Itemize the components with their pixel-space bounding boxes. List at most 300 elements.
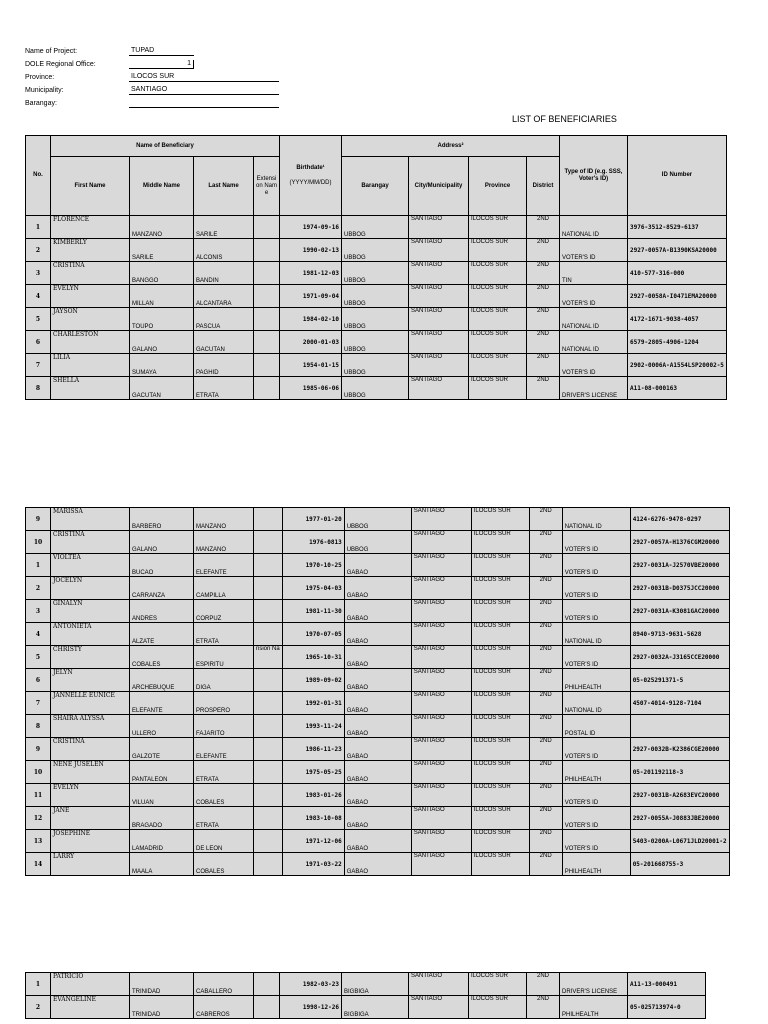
extension-name-cell	[254, 216, 280, 239]
birthdate-cell: 1970-10-25	[282, 554, 344, 577]
district-cell: 2ND	[527, 239, 560, 262]
id-number-cell: 2927-0032B-K2386CGE20000	[630, 738, 729, 761]
district-cell: 2ND	[527, 308, 560, 331]
id-type-cell: VOTER'S ID	[560, 239, 628, 262]
district-cell: 2ND	[527, 331, 560, 354]
row-number: 3	[26, 600, 51, 623]
header-district: District	[527, 157, 560, 216]
id-number-cell: 2927-0031B-D0375JCC20000	[630, 577, 729, 600]
extension-name-cell	[254, 692, 283, 715]
birthdate-cell: 1971-12-06	[282, 830, 344, 853]
header-middle-name: Middle Name	[130, 157, 194, 216]
id-number-cell: 3976-3512-8529-6137	[628, 216, 727, 239]
barangay-cell: GABAO	[344, 692, 411, 715]
first-name-cell: CHARLESTON	[51, 331, 130, 354]
barangay-cell: GABAO	[344, 784, 411, 807]
province-cell: ILOCOS SUR	[469, 973, 527, 996]
first-name-cell: SHAIRA ALYSSA	[51, 715, 130, 738]
barangay-cell: GABAO	[344, 761, 411, 784]
header-birthdate-format: (YYYY/MM/DD)	[289, 179, 332, 186]
barangay-cell: UBBOG	[342, 377, 409, 400]
district-cell: 2ND	[527, 973, 560, 996]
id-number-cell: A11-08-000163	[628, 377, 727, 400]
id-type-cell: VOTER'S ID	[562, 554, 630, 577]
id-number-cell: 5403-0200A-L0671JLD20001-2	[630, 830, 729, 853]
row-number: 5	[26, 646, 51, 669]
id-number-cell: 05-201192118-3	[630, 761, 729, 784]
middle-name-cell: GALANO	[130, 531, 194, 554]
barangay-cell: UBBOG	[342, 354, 409, 377]
header-address-group: Address²	[342, 136, 560, 157]
city-cell: SANTIAGO	[411, 554, 471, 577]
birthdate-cell: 1990-02-13	[280, 239, 342, 262]
extension-name-cell	[254, 554, 283, 577]
id-number-cell: 2927-0032A-J3165CCE20000	[630, 646, 729, 669]
table-row	[26, 996, 706, 1019]
province-cell: ILOCOS SUR	[471, 853, 529, 876]
first-name-cell: JELYN	[51, 669, 130, 692]
extension-name-cell	[254, 623, 283, 646]
table-row	[26, 554, 730, 577]
table-3-body	[26, 973, 706, 1019]
middle-name-cell: BARBERO	[130, 508, 194, 531]
header-city: City/Municipality	[409, 157, 469, 216]
table-row	[26, 807, 730, 830]
city-cell: SANTIAGO	[411, 761, 471, 784]
table-row	[26, 308, 727, 331]
birthdate-cell: 1983-01-26	[282, 784, 344, 807]
table-row	[26, 738, 730, 761]
beneficiaries-table-1	[25, 135, 727, 400]
district-cell: 2ND	[529, 853, 562, 876]
meta-barangay-row	[25, 95, 279, 108]
birthdate-cell: 1975-04-03	[282, 577, 344, 600]
header-no: No.	[26, 136, 51, 216]
meta-barangay-value	[129, 98, 279, 108]
barangay-cell: UBBOG	[342, 285, 409, 308]
city-cell: SANTIAGO	[411, 508, 471, 531]
last-name-cell: COBALES	[194, 853, 254, 876]
extension-name-cell	[254, 830, 283, 853]
first-name-cell: EVELYN	[51, 784, 130, 807]
extension-name-cell	[254, 807, 283, 830]
meta-project-value: TUPAD	[129, 47, 194, 56]
first-name-cell: LILIA	[51, 354, 130, 377]
city-cell: SANTIAGO	[411, 600, 471, 623]
id-type-cell: VOTER'S ID	[560, 285, 628, 308]
middle-name-cell: GACUTAN	[130, 377, 194, 400]
id-number-cell: A11-13-000491	[628, 973, 706, 996]
province-cell: ILOCOS SUR	[471, 692, 529, 715]
first-name-cell: VIOLTEA	[51, 554, 130, 577]
district-cell: 2ND	[529, 738, 562, 761]
extension-name-cell	[254, 262, 280, 285]
id-type-cell: NATIONAL ID	[560, 308, 628, 331]
middle-name-cell: ANDRES	[130, 600, 194, 623]
row-number: 6	[26, 669, 51, 692]
birthdate-cell: 1992-01-31	[282, 692, 344, 715]
province-cell: ILOCOS SUR	[471, 554, 529, 577]
district-cell: 2ND	[529, 577, 562, 600]
birthdate-cell: 1954-01-15	[280, 354, 342, 377]
id-number-cell: 410-577-316-000	[628, 262, 727, 285]
table-row	[26, 646, 730, 669]
table-2-body	[26, 508, 730, 876]
birthdate-cell: 1971-03-22	[282, 853, 344, 876]
extension-name-cell	[254, 715, 283, 738]
district-cell: 2ND	[527, 996, 560, 1019]
extension-name-cell	[254, 331, 280, 354]
first-name-cell: CRISTINA	[51, 531, 130, 554]
meta-province-value: ILOCOS SUR	[129, 73, 279, 82]
id-type-cell: NATIONAL ID	[562, 508, 630, 531]
id-type-cell: VOTER'S ID	[562, 784, 630, 807]
id-type-cell: VOTER'S ID	[562, 646, 630, 669]
last-name-cell: ELEFANTE	[194, 738, 254, 761]
header-last-name: Last Name	[194, 157, 254, 216]
id-type-cell: VOTER'S ID	[562, 531, 630, 554]
first-name-cell: CRISTINA	[51, 738, 130, 761]
district-cell: 2ND	[529, 761, 562, 784]
extension-name-cell	[254, 853, 283, 876]
province-cell: ILOCOS SUR	[469, 331, 527, 354]
page-title: LIST OF BENEFICIARIES	[512, 114, 617, 124]
middle-name-cell: GALZOTE	[130, 738, 194, 761]
id-number-cell: 2927-0058A-I0471EMA20000	[628, 285, 727, 308]
id-type-cell: VOTER'S ID	[562, 577, 630, 600]
province-cell: ILOCOS SUR	[471, 715, 529, 738]
row-number: 1	[26, 554, 51, 577]
barangay-cell: GABAO	[344, 715, 411, 738]
table-row	[26, 784, 730, 807]
first-name-cell: ANTONIETA	[51, 623, 130, 646]
district-cell: 2ND	[529, 807, 562, 830]
city-cell: SANTIAGO	[409, 239, 469, 262]
province-cell: ILOCOS SUR	[471, 623, 529, 646]
id-type-cell: TIN	[560, 262, 628, 285]
id-type-cell: VOTER'S ID	[562, 738, 630, 761]
id-type-cell: POSTAL ID	[562, 715, 630, 738]
extension-name-cell	[254, 761, 283, 784]
last-name-cell: DIGA	[194, 669, 254, 692]
table-row	[26, 692, 730, 715]
meta-dole-label: DOLE Regional Office:	[25, 61, 96, 68]
birthdate-cell: 1976-0813	[282, 531, 344, 554]
id-type-cell: DRIVER'S LICENSE	[560, 377, 628, 400]
first-name-cell: KIMBERLY	[51, 239, 130, 262]
middle-name-cell: MANZANO	[130, 216, 194, 239]
last-name-cell: PAGHID	[194, 354, 254, 377]
last-name-cell: MANZANO	[194, 508, 254, 531]
table-row	[26, 377, 727, 400]
middle-name-cell: TRINIDAD	[130, 996, 194, 1019]
id-type-cell: VOTER'S ID	[560, 354, 628, 377]
middle-name-cell: VILUAN	[130, 784, 194, 807]
id-type-cell: PHILHEALTH	[562, 669, 630, 692]
barangay-cell: UBBOG	[342, 239, 409, 262]
birthdate-cell: 1989-09-02	[282, 669, 344, 692]
middle-name-cell: CARRANZA	[130, 577, 194, 600]
birthdate-cell: 2000-01-03	[280, 331, 342, 354]
province-cell: ILOCOS SUR	[469, 377, 527, 400]
id-type-cell: PHILHEALTH	[562, 853, 630, 876]
birthdate-cell: 1965-10-31	[282, 646, 344, 669]
birthdate-cell: 1974-09-16	[280, 216, 342, 239]
city-cell: SANTIAGO	[409, 377, 469, 400]
district-cell: 2ND	[529, 531, 562, 554]
meta-barangay-label: Barangay:	[25, 100, 57, 107]
city-cell: SANTIAGO	[411, 669, 471, 692]
id-number-cell: 4124-6276-9478-0297	[630, 508, 729, 531]
barangay-cell: BIGBIGA	[342, 996, 409, 1019]
id-number-cell: 2927-0031A-J2570VBE20000	[630, 554, 729, 577]
last-name-cell: COBALES	[194, 784, 254, 807]
extension-name-cell	[254, 669, 283, 692]
id-number-cell: 2927-0031B-A2683EVC20000	[630, 784, 729, 807]
id-number-cell: 2927-0057A-H1376CGM20000	[630, 531, 729, 554]
extension-name-cell	[254, 377, 280, 400]
beneficiaries-table-2	[25, 507, 730, 876]
row-number: 14	[26, 853, 51, 876]
table-row	[26, 239, 727, 262]
row-number: 2	[26, 239, 51, 262]
middle-name-cell: SARILE	[130, 239, 194, 262]
id-type-cell: PHILHEALTH	[562, 761, 630, 784]
row-number: 1	[26, 216, 51, 239]
first-name-cell: JANE	[51, 807, 130, 830]
last-name-cell: GACUTAN	[194, 331, 254, 354]
middle-name-cell: MILLAN	[130, 285, 194, 308]
id-number-cell: 4507-4014-9128-7104	[630, 692, 729, 715]
barangay-cell: GABAO	[344, 807, 411, 830]
last-name-cell: CABREROS	[194, 996, 254, 1019]
id-number-cell: 05-025713974-0	[628, 996, 706, 1019]
id-type-cell: VOTER'S ID	[562, 830, 630, 853]
first-name-cell: CRISTINA	[51, 262, 130, 285]
city-cell: SANTIAGO	[411, 715, 471, 738]
extension-name-cell: nsion Na	[254, 646, 283, 669]
district-cell: 2ND	[529, 623, 562, 646]
barangay-cell: UBBOG	[344, 508, 411, 531]
meta-dole-row	[25, 56, 279, 69]
first-name-cell: JOSEPHINE	[51, 830, 130, 853]
birthdate-cell: 1984-02-10	[280, 308, 342, 331]
province-cell: ILOCOS SUR	[471, 784, 529, 807]
middle-name-cell: SUMAYA	[130, 354, 194, 377]
district-cell: 2ND	[527, 377, 560, 400]
id-type-cell: NATIONAL ID	[560, 216, 628, 239]
meta-municipality-label: Municipality:	[25, 87, 64, 94]
district-cell: 2ND	[529, 554, 562, 577]
middle-name-cell: ARCHEBUQUE	[130, 669, 194, 692]
province-cell: ILOCOS SUR	[471, 531, 529, 554]
city-cell: SANTIAGO	[411, 738, 471, 761]
row-number: 1	[26, 973, 51, 996]
table-row	[26, 973, 706, 996]
city-cell: SANTIAGO	[411, 830, 471, 853]
birthdate-cell: 1971-09-04	[280, 285, 342, 308]
id-number-cell: 2927-0055A-J0883JBE20000	[630, 807, 729, 830]
table-row	[26, 577, 730, 600]
header-birthdate	[280, 136, 342, 216]
city-cell: SANTIAGO	[411, 531, 471, 554]
district-cell: 2ND	[529, 715, 562, 738]
birthdate-cell: 1981-12-03	[280, 262, 342, 285]
id-type-cell: VOTER'S ID	[562, 807, 630, 830]
middle-name-cell: ULLERO	[130, 715, 194, 738]
province-cell: ILOCOS SUR	[471, 577, 529, 600]
header-first-name: First Name	[51, 157, 130, 216]
birthdate-cell: 1986-11-23	[282, 738, 344, 761]
last-name-cell: PASCUA	[194, 308, 254, 331]
city-cell: SANTIAGO	[409, 285, 469, 308]
barangay-cell: BIGBIGA	[342, 973, 409, 996]
city-cell: SANTIAGO	[409, 262, 469, 285]
district-cell: 2ND	[529, 692, 562, 715]
header-province: Province	[469, 157, 527, 216]
middle-name-cell: ALZATE	[130, 623, 194, 646]
city-cell: SANTIAGO	[409, 331, 469, 354]
barangay-cell: GABAO	[344, 669, 411, 692]
id-number-cell: 2927-0031A-K3081GAC20000	[630, 600, 729, 623]
row-number: 12	[26, 807, 51, 830]
district-cell: 2ND	[527, 216, 560, 239]
middle-name-cell: BANGGO	[130, 262, 194, 285]
first-name-cell: JAYSON	[51, 308, 130, 331]
beneficiaries-table-3	[25, 972, 706, 1019]
barangay-cell: GABAO	[344, 830, 411, 853]
birthdate-cell: 1993-11-24	[282, 715, 344, 738]
middle-name-cell: TOUPO	[130, 308, 194, 331]
middle-name-cell: TRINIDAD	[130, 973, 194, 996]
middle-name-cell: LAMADRID	[130, 830, 194, 853]
table-row	[26, 761, 730, 784]
birthdate-cell: 1975-05-25	[282, 761, 344, 784]
row-number: 4	[26, 623, 51, 646]
table-row	[26, 354, 727, 377]
extension-name-cell	[254, 600, 283, 623]
id-number-cell	[630, 715, 729, 738]
district-cell: 2ND	[529, 508, 562, 531]
header-extension-name: Extension Name	[254, 157, 280, 216]
row-number: 4	[26, 285, 51, 308]
project-meta	[25, 43, 279, 108]
header-barangay: Barangay	[342, 157, 409, 216]
header-id-number: ID Number	[628, 136, 727, 216]
barangay-cell: GABAO	[344, 623, 411, 646]
table-row	[26, 600, 730, 623]
row-number: 8	[26, 377, 51, 400]
last-name-cell: ESPIRITU	[194, 646, 254, 669]
id-type-cell: NATIONAL ID	[562, 692, 630, 715]
last-name-cell: CORPUZ	[194, 600, 254, 623]
table-row	[26, 531, 730, 554]
province-cell: ILOCOS SUR	[471, 600, 529, 623]
id-type-cell: NATIONAL ID	[560, 331, 628, 354]
header-name-group: Name of Beneficiary	[51, 136, 280, 157]
last-name-cell: ALCONIS	[194, 239, 254, 262]
table-row	[26, 669, 730, 692]
last-name-cell: FAJARITO	[194, 715, 254, 738]
city-cell: SANTIAGO	[409, 308, 469, 331]
district-cell: 2ND	[529, 784, 562, 807]
barangay-cell: GABAO	[344, 577, 411, 600]
row-number: 11	[26, 784, 51, 807]
id-type-cell: VOTER'S ID	[562, 600, 630, 623]
id-number-cell: 05-201668755-3	[630, 853, 729, 876]
meta-municipality-row	[25, 82, 279, 95]
meta-municipality-value: SANTIAGO	[129, 86, 279, 95]
last-name-cell: ELEFANTE	[194, 554, 254, 577]
barangay-cell: GABAO	[344, 646, 411, 669]
first-name-cell: CHRISTY	[51, 646, 130, 669]
last-name-cell: DE LEON	[194, 830, 254, 853]
middle-name-cell: PANTALEON	[130, 761, 194, 784]
district-cell: 2ND	[529, 646, 562, 669]
row-number: 9	[26, 508, 51, 531]
city-cell: SANTIAGO	[411, 807, 471, 830]
row-number: 9	[26, 738, 51, 761]
last-name-cell: ETRATA	[194, 377, 254, 400]
first-name-cell: EVANGELINE	[51, 996, 130, 1019]
meta-province-row	[25, 69, 279, 82]
province-cell: ILOCOS SUR	[471, 761, 529, 784]
city-cell: SANTIAGO	[411, 784, 471, 807]
row-number: 7	[26, 354, 51, 377]
first-name-cell: PATRICIO	[51, 973, 130, 996]
table-row	[26, 331, 727, 354]
middle-name-cell: BUCAO	[130, 554, 194, 577]
extension-name-cell	[254, 239, 280, 262]
barangay-cell: UBBOG	[342, 331, 409, 354]
extension-name-cell	[254, 738, 283, 761]
extension-name-cell	[254, 973, 280, 996]
middle-name-cell: COBALES	[130, 646, 194, 669]
table-1-body	[26, 216, 727, 400]
meta-project-label: Name of Project:	[25, 48, 78, 55]
middle-name-cell: MAALA	[130, 853, 194, 876]
district-cell: 2ND	[527, 354, 560, 377]
extension-name-cell	[254, 577, 283, 600]
row-number: 5	[26, 308, 51, 331]
table-row	[26, 262, 727, 285]
last-name-cell: PROSPERO	[194, 692, 254, 715]
id-type-cell: NATIONAL ID	[562, 623, 630, 646]
meta-dole-value: 1	[129, 60, 194, 69]
last-name-cell: BANDIN	[194, 262, 254, 285]
table-row	[26, 508, 730, 531]
first-name-cell: MARISSA	[51, 508, 130, 531]
row-number: 2	[26, 577, 51, 600]
birthdate-cell: 1985-06-06	[280, 377, 342, 400]
row-number: 3	[26, 262, 51, 285]
province-cell: ILOCOS SUR	[469, 308, 527, 331]
district-cell: 2ND	[529, 830, 562, 853]
table-row	[26, 216, 727, 239]
extension-name-cell	[254, 784, 283, 807]
first-name-cell: JANNELLE EUNICE	[51, 692, 130, 715]
district-cell: 2ND	[529, 669, 562, 692]
province-cell: ILOCOS SUR	[469, 262, 527, 285]
meta-province-label: Province:	[25, 74, 55, 81]
city-cell: SANTIAGO	[411, 623, 471, 646]
table-row	[26, 285, 727, 308]
district-cell: 2ND	[529, 600, 562, 623]
row-number: 8	[26, 715, 51, 738]
middle-name-cell: BRAGADO	[130, 807, 194, 830]
extension-name-cell	[254, 508, 283, 531]
province-cell: ILOCOS SUR	[471, 830, 529, 853]
